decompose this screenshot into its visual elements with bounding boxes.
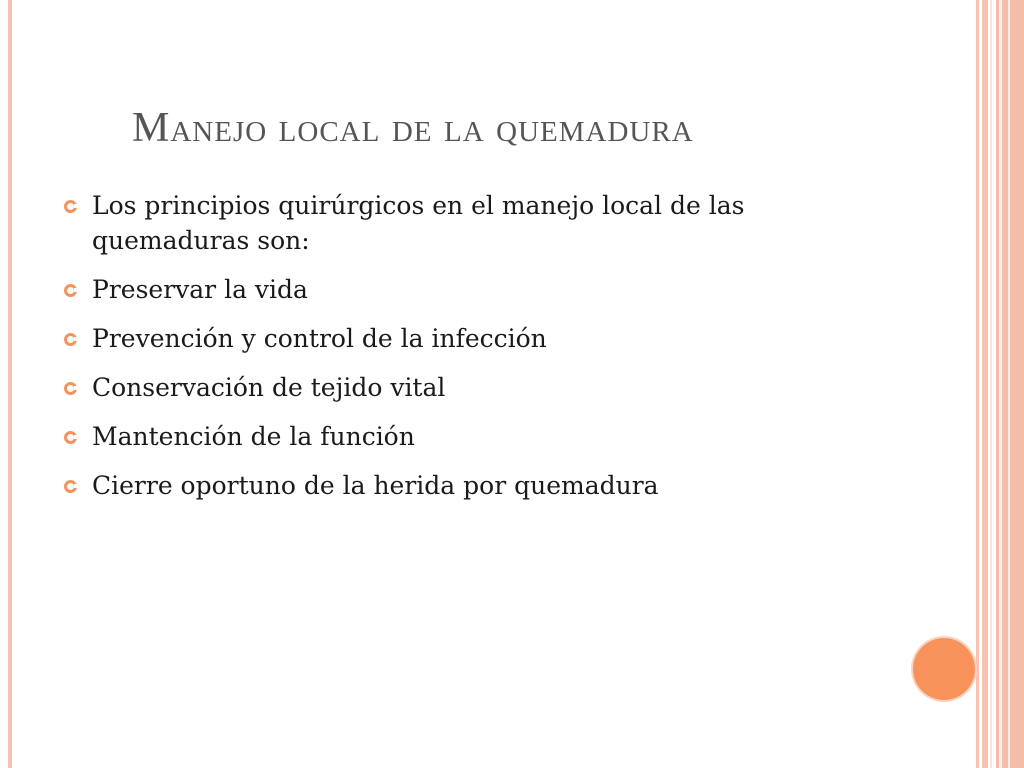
bullet-item (62, 321, 862, 356)
stripe (999, 0, 1002, 768)
bullet-item (62, 188, 862, 258)
left-border-stripe (8, 0, 12, 768)
bullet-text: Preservar la vida (92, 275, 308, 304)
bullet-icon (64, 431, 77, 444)
bullet-list (62, 188, 862, 517)
bullet-icon (64, 382, 77, 395)
stripe (990, 0, 992, 768)
bullet-text: Conservación de tejido vital (92, 373, 446, 402)
right-decorative-stripes (976, 0, 1024, 768)
bullet-item (62, 419, 862, 454)
bullet-icon (64, 200, 77, 213)
bullet-text: Mantención de la función (92, 422, 415, 451)
bullet-icon (64, 480, 77, 493)
bullet-item (62, 468, 862, 503)
stripe (982, 0, 988, 768)
bullet-text: Cierre oportuno de la herida por quemadura (92, 471, 659, 500)
bullet-text: Prevención y control de la infección (92, 324, 547, 353)
stripe (1008, 0, 1010, 768)
slide-title: Manejo local de la quemadura (132, 105, 694, 151)
bullet-item (62, 370, 862, 405)
bullet-icon (64, 284, 77, 297)
decorative-orange-circle (913, 638, 975, 700)
bullet-icon (64, 333, 77, 346)
bullet-item (62, 272, 862, 307)
stripe (976, 0, 979, 768)
bullet-text: Los principios quirúrgicos en el manejo local de las quemaduras son: (92, 191, 745, 255)
